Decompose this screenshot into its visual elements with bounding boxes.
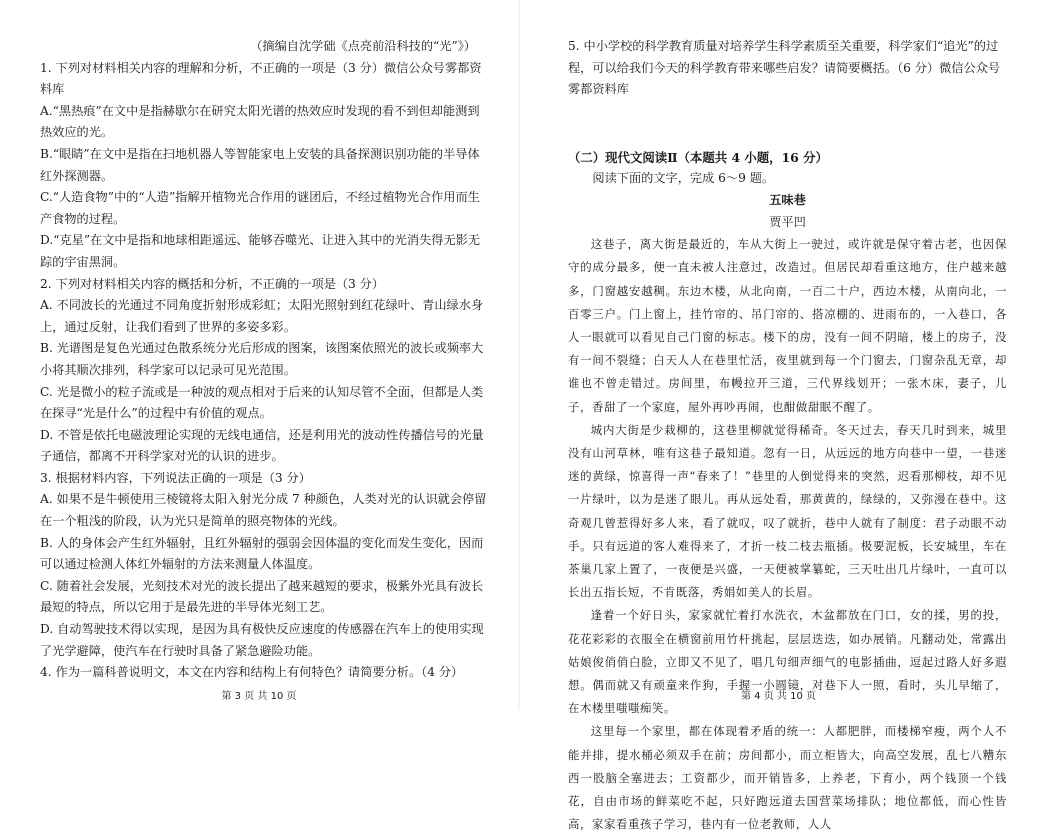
- question-5: 5. 中小学校的科学教育质量对培养学生科学素质至关重要，科学家们“追光”的过程，可以给我们今天的科学教育带来哪些启发？请简要概括。（6 分）微信公众号雾都资料库: [568, 39, 1001, 97]
- reading-instruction: 阅读下面的文字，完成 6～9 题。: [592, 171, 775, 186]
- story-paragraph-3: 逢着一个好日头，家家就忙着打水洗衣，木盆都放在门口，女的揉，男的投，花花彩彩的衣服全在横窗前用竹杆挑起，层层迭迭，如办展销。凡翻动处，常露出姑娘俊俏俏白脸，立即又不见了，唱几句细声细气的电影插曲，逗起过路人好多遐想。偶而就又有顽童来作狗，手握一小圆镜，对巷下人一照，看时，头儿早缩了，在木楼里嗤嗤痴笑。: [568, 608, 1007, 716]
- spacer: [568, 101, 1007, 147]
- question-2-stem: 2. 下列对材料相关内容的概括和分析，不正确的一项是（3 分）: [40, 276, 385, 291]
- page-number-right: 第 4 页 共 10 页: [741, 691, 816, 702]
- question-2-option-c: C. 光是微小的粒子流或是一种波的观点相对于后来的认知尽管不全面，但都是人类在探寻“光是什么”的过程中有价值的观点。: [40, 384, 484, 421]
- question-1-option-b: B.“眼睛”在文中是指在扫地机器人等智能家电上安装的具备探测识别功能的半导体红外探测器。: [40, 146, 480, 183]
- question-1-stem: 1. 下列对材料相关内容的理解和分析，不正确的一项是（3 分）微信公众号雾都资料库: [40, 60, 482, 97]
- story-author: 贾平凹: [769, 214, 806, 229]
- question-1-option-a: A.“黑热痕”在文中是指赫歇尔在研究太阳光谱的热效应时发现的看不到但却能测到热效应的光。: [40, 103, 480, 140]
- story-paragraph-2: 城内大街是少栽柳的，这巷里柳就觉得稀奇。冬天过去，春天几时到来，城里没有山河草林，唯有这巷子最知道。忽有一日，从远远的地方向巷中一望，一巷迷迷的黄绿，惊喜得一声“春来了！”巷里的人倒觉得来的突然，迟看那柳枝，却不见一片绿叶，以为是迷了眼儿。再从远处看，那黄黄的，绿绿的，又弥漫在巷中。这奇观几曾惹得好多人来，看了就叹，叹了就折，巷中人就有了制度：君子动眼不动手。只有远道的客人难得来了，才折一枝二枝去瓶插。极要泥板，长安城里，车在茶巢几家上置了，一夜便是兴盛，一天便被掌纂蛇，三天吐出几片绿叶，一直可以长出五指长短，不肯既落，秀娟如美人的长眉。: [568, 422, 1007, 600]
- question-3-option-b: B. 人的身体会产生红外辐射，且红外辐射的强弱会因体温的变化而发生变化，因而可以通过检测人体红外辐射的方法来测量人体温度。: [40, 535, 484, 572]
- question-3-option-d: D. 自动驾驶技术得以实现，是因为具有极快反应速度的传感器在汽车上的使用实现了光学避障，使汽车在行驶时具备了紧急避险功能。: [40, 622, 484, 658]
- question-4: 4. 作为一篇科普说明文，本文在内容和结构上有何特色？请简要分析。（4 分）: [40, 665, 464, 680]
- question-1-option-c: C.“人造食物”中的“人造”指解开植物光合作用的谜团后，不经过植物光合作用而生产食物的过程。: [40, 190, 480, 226]
- question-3-stem: 3. 根据材料内容，下列说法正确的一项是（3 分）: [40, 470, 311, 485]
- right-page: [520, 0, 1037, 832]
- story-paragraph-1: 这巷子，离大街是最近的，车从大街上一驶过，或许就是保守着古老，也因保守的成分最多，便一直未被人注意过，改造过。但居民却看重这地方，住户越来越多，门窗越安越稠。东边木楼，从北向南，一百二十户，西边木楼，从南向北，一百零三户。门上窗上，挂竹帘的、吊门帘的、搭凉棚的、进雨布的，一入巷口，各人一眼就可以看见自己门窗的标志。楼下的房，没有一间不阴暗，楼上的房子，没有一间不裂缝；白天人人在巷里忙活，夜里就到每一个门窗去，门窗杂乱无章，却谁也不曾走错过。房间里，布幔拉开三道，三代界线划开；一张木床，妻子，儿子，香甜了一个家庭，屋外再吵再闹，也酣做甜眠不醒了。: [568, 237, 1007, 414]
- question-3-option-a: A. 如果不是牛顿使用三棱镜将太阳入射光分成 7 种颜色，人类对光的认识就会停留在一个粗浅的阶段，认为光只是简单的照亮物体的光线。: [40, 492, 487, 529]
- section-heading: （二）现代文阅读Ⅱ（本题共 4 小题，16 分）: [568, 149, 828, 165]
- page-number-left: 第 3 页 共 10 页: [221, 691, 297, 702]
- story-title: 五味巷: [769, 192, 806, 207]
- question-1-option-d: D.“克星”在文中是指和地球相距遥远、能够吞噬光、让进入其中的光消失得无影无踪的宇宙黑洞。: [40, 233, 481, 269]
- story-paragraph-4: 这里每一个家里，都在体现着矛盾的统一：人都肥胖，而楼梯窄瘦，两个人不能并排，提水桶必须双手在前；房间都小，而立柜皆大，向高空发展，乱七八糟东西一股脑全塞进去；工资都少，而开销皆多，上养老，下育小，两个钱顶一个钱花，自由市场的鲜菜吃不起，只好跑远道去国营菜场排队；地位都低，而心性皆高，家家看重孩子学习，巷内有一位老教师，人人: [568, 724, 1007, 832]
- question-2-option-d: D. 不管是依托电磁波理论实现的无线电通信，还是利用光的波动性传播信号的光量子通信，都离不开科学家对光的认识的进步。: [40, 427, 484, 464]
- question-2-option-a: A. 不同波长的光通过不同角度折射形成彩虹；太阳光照射到红花绿叶、青山绿水身上，通过反射，让我们看到了世界的多姿多彩。: [40, 298, 484, 334]
- left-page: [0, 0, 518, 710]
- source-citation: （摘编自沈学础《点亮前沿科技的“光”》）: [250, 39, 476, 53]
- question-2-option-b: B. 光谱图是复色光通过色散系统分光后形成的图案，该图案依照光的波长或频率大小将其顺次排列，科学家可以记录可见光范围。: [40, 341, 484, 377]
- question-3-option-c: C. 随着社会发展，光刻技术对光的波长提出了越来越短的要求，极紫外光具有波长最短的特点，所以它用于是最先进的半导体光刻工艺。: [40, 578, 484, 615]
